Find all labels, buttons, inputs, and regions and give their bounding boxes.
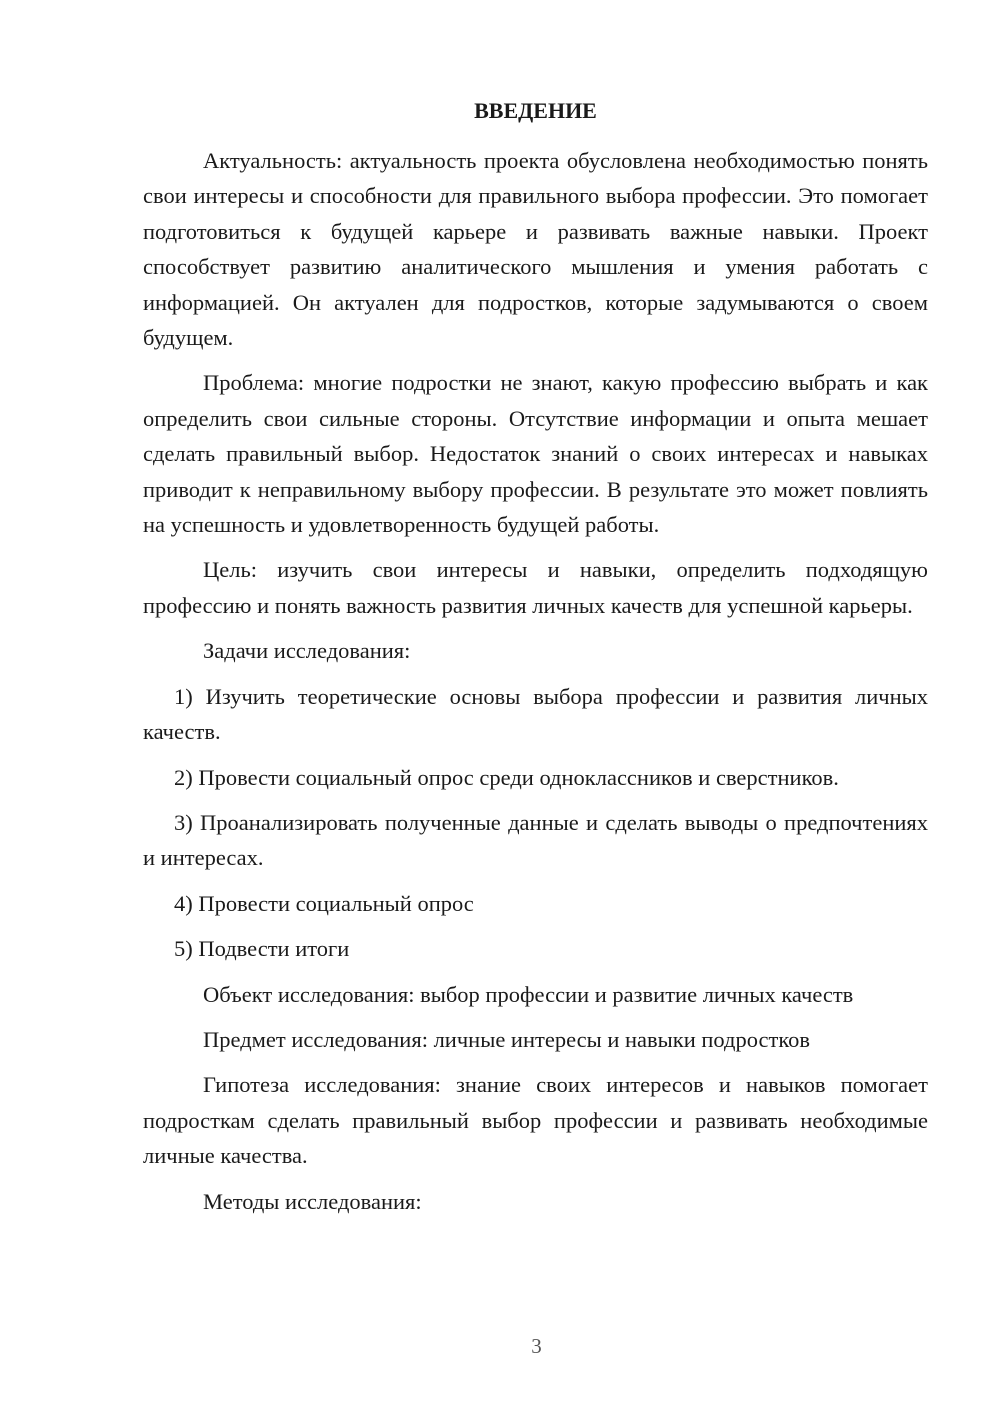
task-item: 2) Провести социальный опрос среди одноклассников и сверстников.	[174, 764, 839, 790]
paragraph-relevance: Актуальность: актуальность проекта обусловлена необходимостью понять свои интересы и способности для правильного выбора профессии. Это помогает подготовиться к будущей карьере и развивать важные навыки. Проект способствует развитию аналитического мышления и умения работать с информацией. Он актуален для подростков, которые задумываются о своем будущем.	[143, 148, 928, 351]
task-item: 3) Проанализировать полученные данные и сделать выводы о предпочтениях и интересах.	[143, 809, 928, 871]
paragraph-subject: Предмет исследования: личные интересы и навыки подростков	[203, 1026, 811, 1052]
paragraph-goal: Цель: изучить свои интересы и навыки, определить подходящую профессию и понять важность развития личных качеств для успешной карьеры.	[143, 557, 928, 618]
paragraph-object: Объект исследования: выбор профессии и развитие личных качеств	[203, 981, 854, 1007]
page-title: ВВЕДЕНИЕ	[474, 98, 597, 123]
task-item: 4) Провести социальный опрос	[174, 890, 474, 916]
page-number: 3	[531, 1334, 542, 1358]
paragraph-problem: Проблема: многие подростки не знают, какую профессию выбрать и как определить свои сильные стороны. Отсутствие информации и опыта мешает сделать правильный выбор. Недостаток знаний о своих интересах и навыках приводит к неправильному выбору профессии. В результате это может повлиять на успешность и удовлетворенность будущей работы.	[143, 370, 928, 538]
task-item: 1) Изучить теоретические основы выбора профессии и развития личных качеств.	[143, 683, 928, 745]
task-item: 5) Подвести итоги	[174, 936, 350, 962]
document-body	[143, 96, 928, 1229]
methods-heading: Методы исследования:	[203, 1188, 422, 1214]
paragraph-hypothesis: Гипотеза исследования: знание своих интересов и навыков помогает подросткам сделать правильный выбор профессии и развивать необходимые личные качества.	[143, 1072, 928, 1169]
tasks-heading: Задачи исследования:	[203, 638, 411, 664]
